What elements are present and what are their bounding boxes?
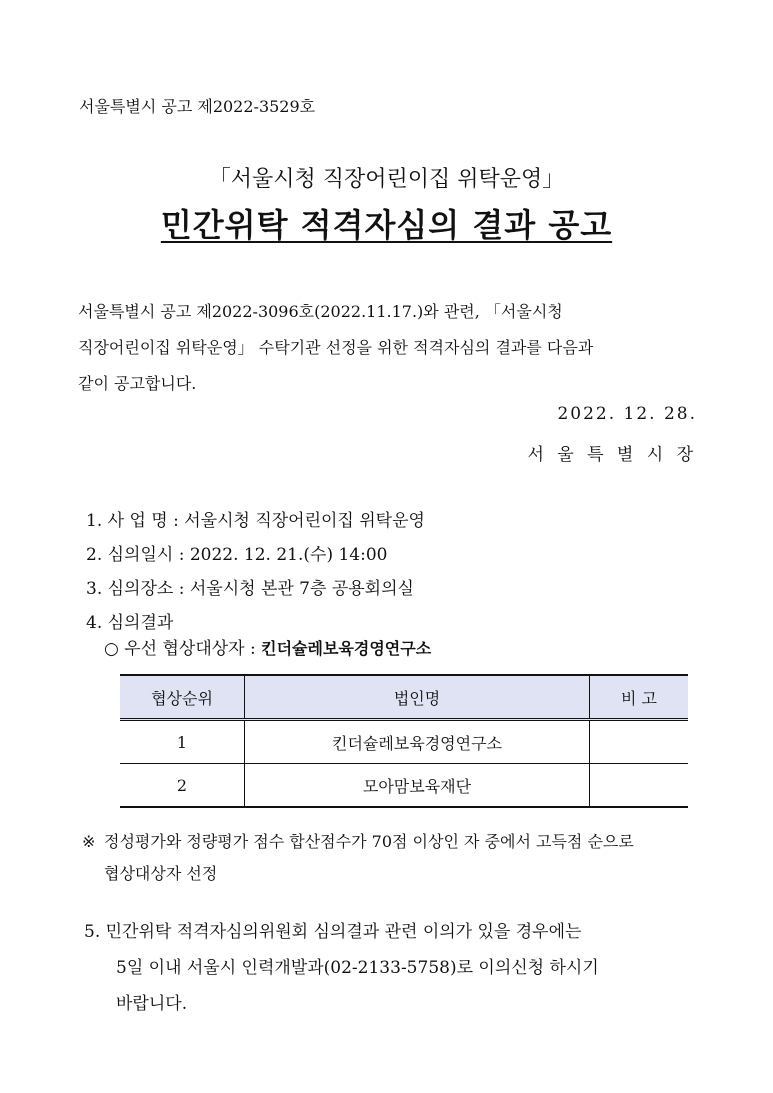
notice-number: 서울특별시 공고 제2022-3529호 [79,97,316,116]
priority-label: ○ 우선 협상대상자 : [104,639,262,659]
notice-date: 2022. 12. 28. [557,404,697,424]
objection-line: 바랍니다. [116,994,188,1014]
objection-line: 5. 민간위탁 적격자심의위원회 심의결과 관련 이의가 있을 경우에는 [84,922,582,942]
footnote-line: 정성평가와 정량평가 점수 합산점수가 70점 이상인 자 중에서 고득점 순으로 [104,832,634,851]
cell-rank: 2 [120,764,245,808]
intro-line: 직장어린이집 위탁운영」 수탁기관 선정을 위한 적격자심의 결과를 다음과 [78,338,594,357]
intro-paragraph [78,294,698,402]
item-place: 3. 심의장소 : 서울시청 본관 7층 공용회의실 [86,579,414,599]
item-list [86,504,425,640]
result-table [120,674,688,808]
priority-negotiator [104,634,431,659]
item-date: 2. 심의일시 : 2022. 12. 21.(수) 14:00 [86,545,388,565]
objection-notice [84,914,704,1022]
item-project: 1. 사 업 명 : 서울시청 직장어린이집 위탁운영 [86,511,425,531]
cell-note [590,720,689,764]
notice-title [0,200,773,246]
notice-title-text: 민간위탁 적격자심의 결과 공고 [160,206,613,244]
intro-line: 서울특별시 공고 제2022-3096호(2022.11.17.)와 관련, 「서울시청 [78,302,563,321]
item-result-heading: 4. 심의결과 [86,613,174,633]
header-name: 법인명 [245,675,590,720]
footnote-mark: ※ [82,832,96,851]
priority-name: 킨더슐레보육경영연구소 [261,639,432,658]
header-rank: 협상순위 [120,675,245,720]
cell-name: 모아맘보육재단 [245,764,590,808]
cell-note [590,764,689,808]
header-note: 비 고 [590,675,689,720]
footnote-line: 협상대상자 선정 [104,864,218,883]
table-header-row [120,675,688,720]
signer: 서 울 특 별 시 장 [527,445,697,465]
table-row [120,720,688,764]
footnote [82,826,702,890]
cell-rank: 1 [120,720,245,764]
table-row [120,764,688,808]
objection-line: 5일 이내 서울시 인력개발과(02-2133-5758)로 이의신청 하시기 [116,958,599,978]
notice-subtitle: 「서울시청 직장어린이집 위탁운영」 [208,167,565,192]
cell-name: 킨더슐레보육경영연구소 [245,720,590,764]
intro-line: 같이 공고합니다. [78,374,197,393]
